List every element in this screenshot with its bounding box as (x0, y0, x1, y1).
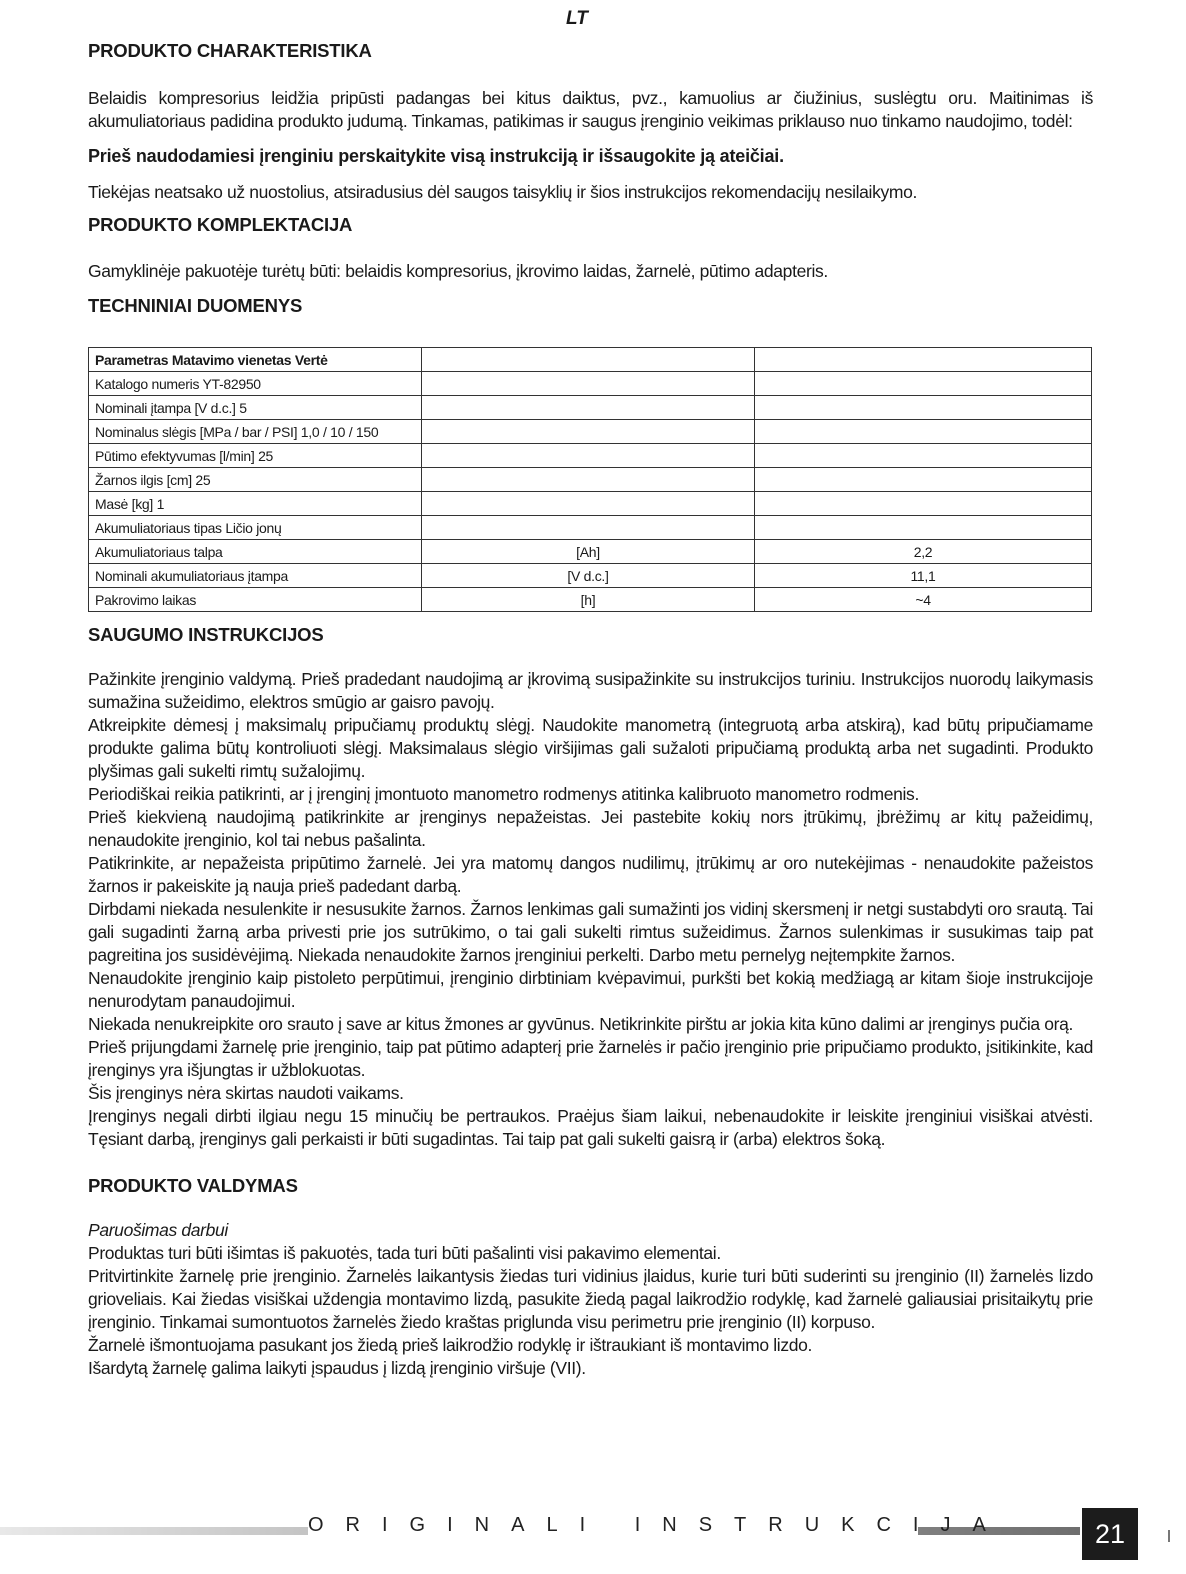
table-row (89, 372, 1092, 396)
table-row (89, 564, 1092, 588)
safety-paragraphs (88, 668, 1093, 1151)
table-cell: 11,1 (755, 564, 1092, 588)
safety-paragraph: Prieš kiekvieną naudojimą patikrinkite ar įrenginys nepažeistas. Jei pastebite kokių nors įtrūkimų, įbrėžimų ar kitų pažeidimų, nenaudokite įrenginio, kol tai nebus pašalinta. (88, 807, 1093, 850)
table-cell: Nominali įtampa [V d.c.] 5 (89, 396, 422, 420)
table-cell: ~4 (755, 588, 1092, 612)
section-title-tech: TECHNINIAI DUOMENYS (88, 295, 303, 316)
edge-mark (1168, 1530, 1170, 1542)
table-cell (422, 396, 755, 420)
table-cell: Nominali akumuliatoriaus įtampa (89, 564, 422, 588)
table-cell: Masė [kg] 1 (89, 492, 422, 516)
safety-paragraph: Pažinkite įrenginio valdymą. Prieš pradedant naudojimą ar įkrovimą susipažinkite su instrukcijos turiniu. Instrukcijos nuorodų laikymasis sumažina sužeidimo, elektros smūgio ar gaisro pavojų. (88, 669, 1093, 712)
control-paragraphs (88, 1242, 1093, 1380)
kit-text: Gamyklinėje pakuotėje turėtų būti: belaidis kompresorius, įkrovimo laidas, žarnelė, pūtimo adapteris. (88, 261, 828, 281)
section-title-kit: PRODUKTO KOMPLEKTACIJA (88, 214, 353, 235)
footer-title: ORIGINALI INSTRUKCIJA (308, 1514, 1008, 1536)
control-paragraph: Išardytą žarnelę galima laikyti įspaudus į lizdą įrenginio viršuje (VII). (88, 1358, 586, 1378)
table-cell: [Ah] (422, 540, 755, 564)
safety-paragraph: Atkreipkite dėmesį į maksimalų pripučiamų produktų slėgį. Naudokite manometrą (integruotą arba atskirą), kad būtų pripučiamame produkte galima būtų kontroliuoti slėgį. Maksimalaus slėgio viršijimas gali sužaloti pripučiamą produktą arba net sugadinti. Produkto plyšimas gali sukelti rimtų sužalojimų. (88, 715, 1093, 781)
table-cell: Katalogo numeris YT-82950 (89, 372, 422, 396)
table-cell (422, 420, 755, 444)
safety-paragraph: Įrenginys negali dirbti ilgiau negu 15 minučių be pertraukos. Praėjus šiam laikui, nebenaudokite ir leiskite įrenginiui visiškai atvėsti. Tęsiant darbą, įrenginys gali perkaisti ir būti sugadintas. Tai taip pat gali sukelti gaisrą ir (arba) elektros šoką. (88, 1106, 1093, 1149)
page-number: 21 (1082, 1508, 1138, 1560)
section-title-control: PRODUKTO VALDYMAS (88, 1175, 298, 1196)
table-cell (422, 516, 755, 540)
table-row (89, 420, 1092, 444)
control-paragraph: Produktas turi būti išimtas iš pakuotės, tada turi būti pašalinti visi pakavimo elementai. (88, 1243, 721, 1263)
table-cell: Nominalus slėgis [MPa / bar / PSI] 1,0 / 10 / 150 (89, 420, 422, 444)
table-row (89, 468, 1092, 492)
table-cell (422, 444, 755, 468)
control-paragraph: Žarnelė išmontuojama pasukant jos žiedą prieš laikrodžio rodyklę ir ištraukiant iš montavimo lizdo. (88, 1335, 813, 1355)
section-title-characteristics: PRODUKTO CHARAKTERISTIKA (88, 40, 372, 61)
table-cell: Akumuliatoriaus tipas Ličio jonų (89, 516, 422, 540)
safety-paragraph: Nenaudokite įrenginio kaip pistoleto perpūtimui, įrenginio dirbtiniam kvėpavimui, purkšti bet kokią medžiagą ar kitam šioje instrukcijoje nenurodytam panaudojimui. (88, 968, 1093, 1011)
safety-paragraph: Patikrinkite, ar nepažeista pripūtimo žarnelė. Jei yra matomų dangos nudilimų, įtrūkimų ar oro nutekėjimas - nenaudokite pažeistos žarnos ir pakeiskite ją nauja prieš padedant darbą. (88, 853, 1093, 896)
table-cell (755, 396, 1092, 420)
table-header-row (89, 348, 1092, 372)
table-row (89, 588, 1092, 612)
table-cell (422, 372, 755, 396)
safety-paragraph: Prieš prijungdami žarnelę prie įrenginio, taip pat pūtimo adapterį prie žarnelės ir pačio įrenginio prie pripučiamo produkto, įsitikinkite, kad įrenginys yra išjungtas ir užblokuotas. (88, 1037, 1093, 1080)
language-code: LT (566, 8, 588, 29)
table-cell (755, 372, 1092, 396)
table-row (89, 444, 1092, 468)
table-row (89, 396, 1092, 420)
table-cell (422, 492, 755, 516)
control-paragraph: Pritvirtinkite žarnelę prie įrenginio. Žarnelės laikantysis žiedas turi vidinius įlaidus, kurie turi būti suderinti su įrenginio (II) žarnelės lizdo grioveliais. Kai žiedas visiškai uždengia montavimo lizdą, pasukite žiedą pagal laikrodžio rodyklę, kad žarnelė galiausiai prisitaikytų prie įrenginio. Tinkamai sumontuotos žarnelės žiedo kraštas priglunda visu perimetru prie įrenginio (II) korpuso. (88, 1266, 1093, 1332)
table-cell: [V d.c.] (422, 564, 755, 588)
liability-text: Tiekėjas neatsako už nuostolius, atsiradusius dėl saugos taisyklių ir šios instrukcijos rekomendacijų nesilaikymo. (88, 182, 918, 202)
table-cell: Akumuliatoriaus talpa (89, 540, 422, 564)
warning-text: Prieš naudodamiesi įrenginiu perskaitykite visą instrukciją ir išsaugokite ją ateičiai. (88, 146, 784, 166)
table-cell (422, 348, 755, 372)
table-cell (755, 444, 1092, 468)
control-subtitle: Paruošimas darbui (88, 1220, 228, 1240)
table-row (89, 492, 1092, 516)
table-cell (755, 420, 1092, 444)
safety-paragraph: Šis įrenginys nėra skirtas naudoti vaikams. (88, 1083, 404, 1103)
safety-paragraph: Dirbdami niekada nesulenkite ir nesusukite žarnos. Žarnos lenkimas gali sumažinti jos vidinį skersmenį ir netgi sustabdyti oro srautą. Tai gali sugadinti žarną arba privesti prie jos sutrūkimo, o tai gali sukelti rimtus sužeidimus. Žarnos sulenkimas ir susukimas taip pat pagreitina jos susidėvėjimą. Niekada nenaudokite žarnos įrenginiui perkelti. Darbo metu pernelyg neįtempkite žarnos. (88, 899, 1093, 965)
table-cell: Žarnos ilgis [cm] 25 (89, 468, 422, 492)
table-cell: Pūtimo efektyvumas [l/min] 25 (89, 444, 422, 468)
section-title-safety: SAUGUMO INSTRUKCIJOS (88, 624, 324, 645)
table-row (89, 516, 1092, 540)
table-cell (422, 468, 755, 492)
document-body (88, 38, 1093, 1380)
table-cell (755, 516, 1092, 540)
table-cell (755, 492, 1092, 516)
safety-paragraph: Periodiškai reikia patikrinti, ar į įrenginį įmontuoto manometro rodmenys atitinka kalibruoto manometro rodmenis. (88, 784, 919, 804)
table-cell: 2,2 (755, 540, 1092, 564)
table-cell: Pakrovimo laikas (89, 588, 422, 612)
characteristics-text: Belaidis kompresorius leidžia pripūsti padangas bei kitus daiktus, pvz., kamuolius ar čiužinius, suslėgtu oru. Maitinimas iš akumuliatoriaus padidina produkto judumą. Tinkamas, patikimas ir saugus įrenginio veikimas priklauso nuo tinkamo naudojimo, todėl: (88, 88, 1093, 131)
table-cell (755, 348, 1092, 372)
table-cell: [h] (422, 588, 755, 612)
table-cell: Parametras Matavimo vienetas Vertė (89, 348, 422, 372)
table-row (89, 540, 1092, 564)
tech-data-table (88, 347, 1092, 612)
table-cell (755, 468, 1092, 492)
safety-paragraph: Niekada nenukreipkite oro srauto į save ar kitus žmones ar gyvūnus. Netikrinkite pirštu ar jokia kita kūno dalimi ar įrenginys pučia orą. (88, 1014, 1074, 1034)
